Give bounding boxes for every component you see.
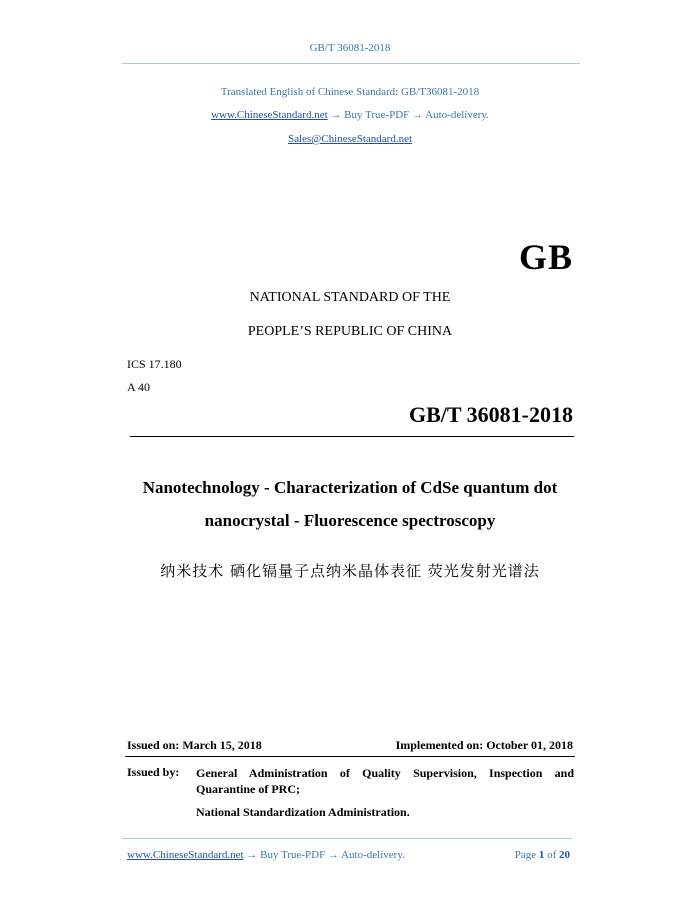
header-divider <box>122 63 580 64</box>
national-standard-line2: PEOPLE’S REPUBLIC OF CHINA <box>247 324 453 339</box>
page-of: of <box>547 849 557 861</box>
page-label: Page <box>514 849 537 861</box>
gb-mark: GB <box>518 237 573 277</box>
national-standard-line1: NATIONAL STANDARD OF THE <box>249 290 451 305</box>
email-link[interactable]: Sales@ChineseStandard.net <box>287 133 413 145</box>
page-number <box>515 849 570 861</box>
footer-site-link[interactable]: www.ChineseStandard.net <box>127 849 244 861</box>
title-chinese: 纳米技术 硒化镉量子点纳米晶体表征 荧光发射光谱法 <box>160 562 540 580</box>
standard-number: GB/T 36081-2018 <box>408 402 573 427</box>
issued-by-authority-2: National Standardization Administration. <box>196 805 410 819</box>
title-divider <box>130 436 574 437</box>
translation-note: Translated English of Chinese Standard: GB/T36081-2018 <box>220 86 480 98</box>
email-line <box>0 133 700 145</box>
title-line-1: Nanotechnology - Characterization of CdSe quantum dot <box>142 478 558 497</box>
footer-links <box>127 849 405 861</box>
translation-links <box>0 109 700 121</box>
header-standard-code: GB/T 36081-2018 <box>309 42 391 54</box>
page-total: 20 <box>559 849 570 861</box>
implemented-date: Implemented on: October 01, 2018 <box>395 738 573 752</box>
issued-by-authority-1: General Administration of Quality Supervision, Inspection and Quarantine of PRC; <box>196 766 574 796</box>
ics-code: ICS 17.180 <box>127 357 182 371</box>
site-link[interactable]: www.ChineseStandard.net <box>211 109 328 121</box>
title-line-2: nanocrystal - Fluorescence spectroscopy <box>204 511 496 530</box>
issued-by-label: Issued by: <box>127 765 180 779</box>
issue-divider <box>125 756 575 757</box>
footer-divider <box>122 838 572 839</box>
classification-code: A 40 <box>127 380 151 394</box>
issued-date: Issued on: March 15, 2018 <box>127 738 262 752</box>
page-current: 1 <box>538 849 545 861</box>
buy-text: → Buy True-PDF → Auto-delivery. <box>327 109 489 121</box>
footer-buy-text: → Buy True-PDF → Auto-delivery. <box>243 849 405 861</box>
